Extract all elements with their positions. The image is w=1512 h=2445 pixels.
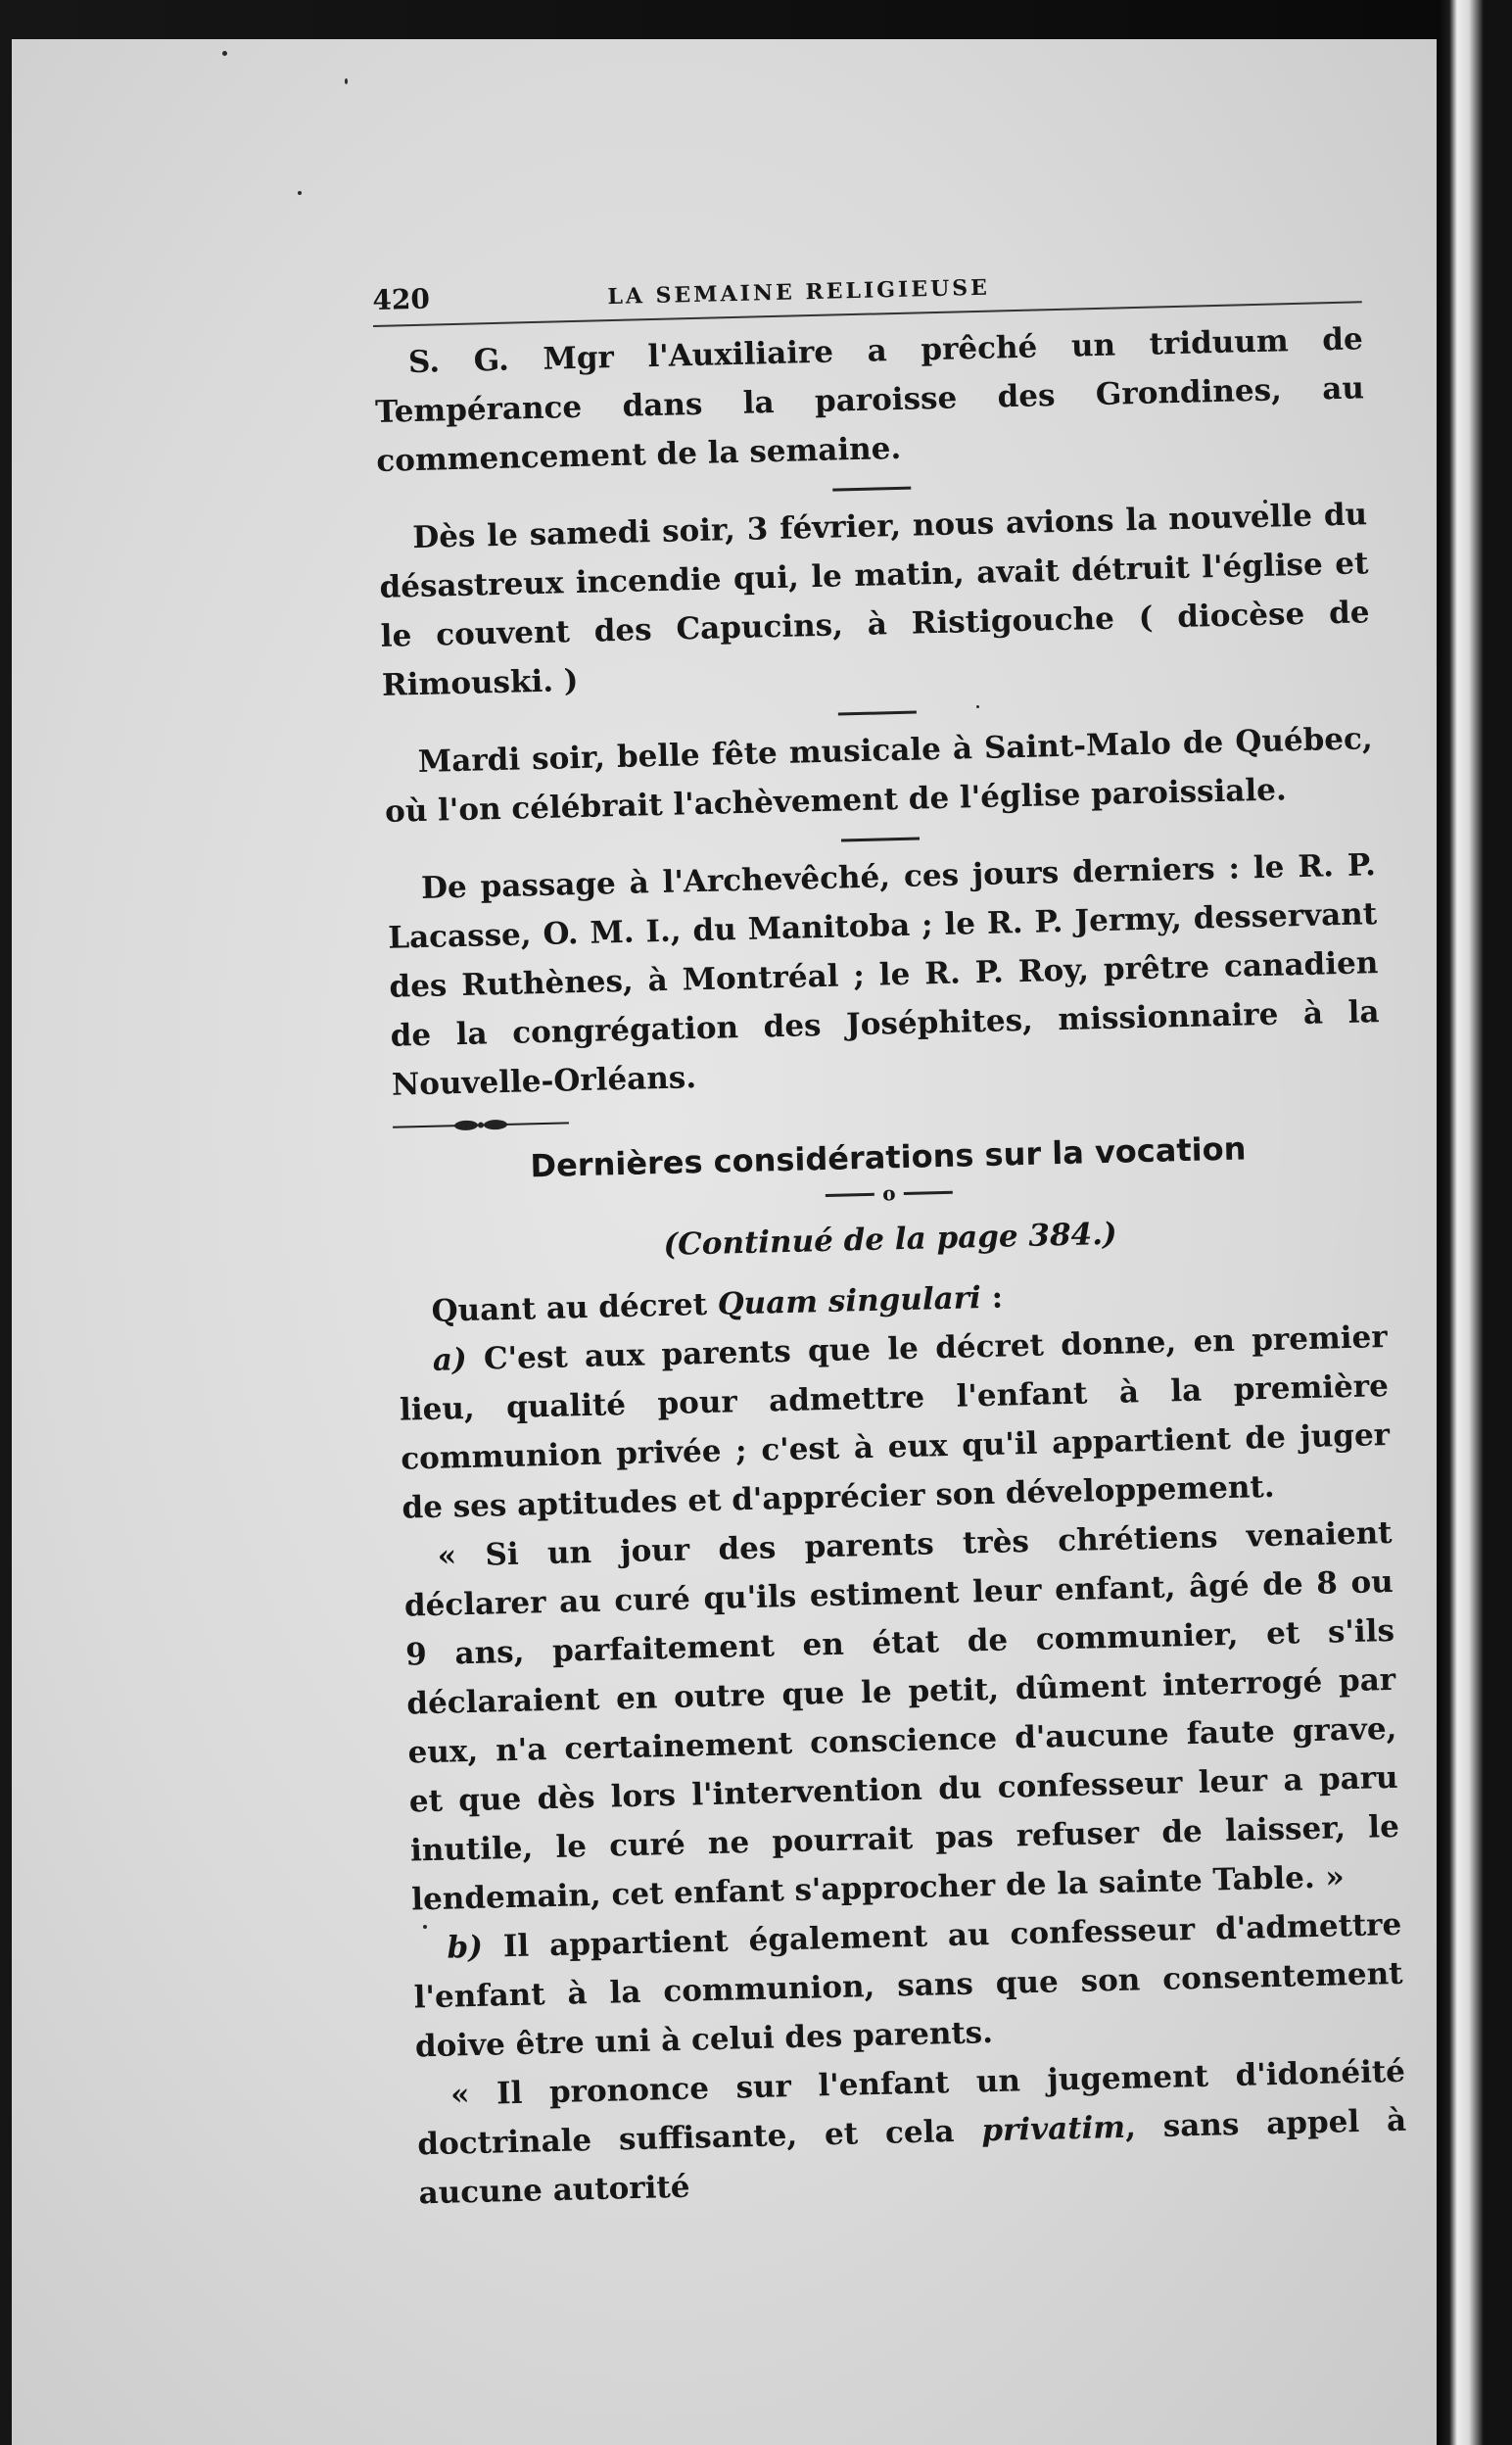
paragraph-de-passage: De passage à l'Archevêché, ces jours derniers : le R. P. Lacasse, O. M. I., du Manitoba ; le R. P. Jermy, desservant des Ruthènes, à Montréal ; le R. P. Roy, prêtre canadien de la congrégation des Joséphites, missionnaire à la Nouvelle-Orléans. [387, 847, 1380, 1103]
quote2-italic: privatim [980, 2109, 1126, 2149]
paragraph-fete-musicale: Mardi soir, belle fête musicale à Saint-Malo de Québec, où l'on célébrait l'achèvement de l'église paroissiale. [384, 721, 1374, 830]
rule-segment [826, 1192, 874, 1196]
item-label-b: b) [447, 1929, 484, 1966]
separator-rule [841, 838, 920, 842]
separator-rule [838, 711, 917, 716]
intro-italic: Quam singulari [717, 1280, 982, 1322]
paragraph-quote2 [416, 2047, 1408, 2219]
item-label-a: a) [432, 1341, 468, 1378]
paragraph-b [412, 1900, 1404, 2072]
separator-rule [832, 487, 911, 492]
paragraph-quote1: « Si un jour des parents très chrétiens venaient déclarer au curé qu'ils estiment leur enfant, âgé de 8 ou 9 ans, parfaitement en état de communier, et s'ils déclaraient en outre que le petit, dûment interrogé par eux, n'a certainement conscience d'aucune faute grave, et que dès lors l'intervention du confesseur leur a paru inutile, le curé ne pourrait pas refuser de laisser, le lendemain, cet enfant s'approcher de la sainte Table. » [403, 1514, 1400, 1918]
intro-suffix: : [980, 1279, 1004, 1317]
intro-prefix: Quant au décret [431, 1286, 719, 1329]
continued-note: (Continué de la page 384.) [663, 1216, 1117, 1264]
item-text-b: Il appartient également au confesseur d'admettre l'enfant à la communion, sans que son consentement doive être uni à celui des parents. [413, 1906, 1403, 2065]
paragraph-triduum: S. G. Mgr l'Auxiliaire a prêché un triduum de Tempérance dans la paroisse des Grondines, au commencement de la semaine. [374, 321, 1365, 479]
paragraph-a [398, 1313, 1392, 1533]
page-text [372, 260, 1408, 2218]
journal-title: LA SEMAINE RELIGIEUSE [607, 274, 991, 311]
rule-mark: o [881, 1181, 896, 1206]
ornament-divider-icon [393, 1111, 570, 1138]
page-number: 420 [372, 282, 431, 316]
rule-segment [903, 1190, 952, 1194]
item-text-a: C'est aux parents que le décret donne, en premier lieu, qualité pour admettre l'enfant à la première communion privée ; c'est à eux qu'il appartient de juger de ses aptitudes et d'apprécier son développement. [399, 1319, 1391, 1526]
quote2-prefix: « Il prononce sur l'enfant un jugement d'idonéité doctrinale suffisante, et cela [416, 2053, 1406, 2163]
section-title: Dernières considérations sur la vocation [530, 1129, 1247, 1185]
paragraph-incendie: Dès le samedi soir, 3 février, nous avions la nouvelle du désastreux incendie qui, le matin, avait détruit l'église et le couvent des Capucins, à Ristigouche ( diocèse de Rimouski. ) [379, 497, 1370, 703]
quote2-suffix: , sans appel à aucune autorité [418, 2102, 1407, 2212]
